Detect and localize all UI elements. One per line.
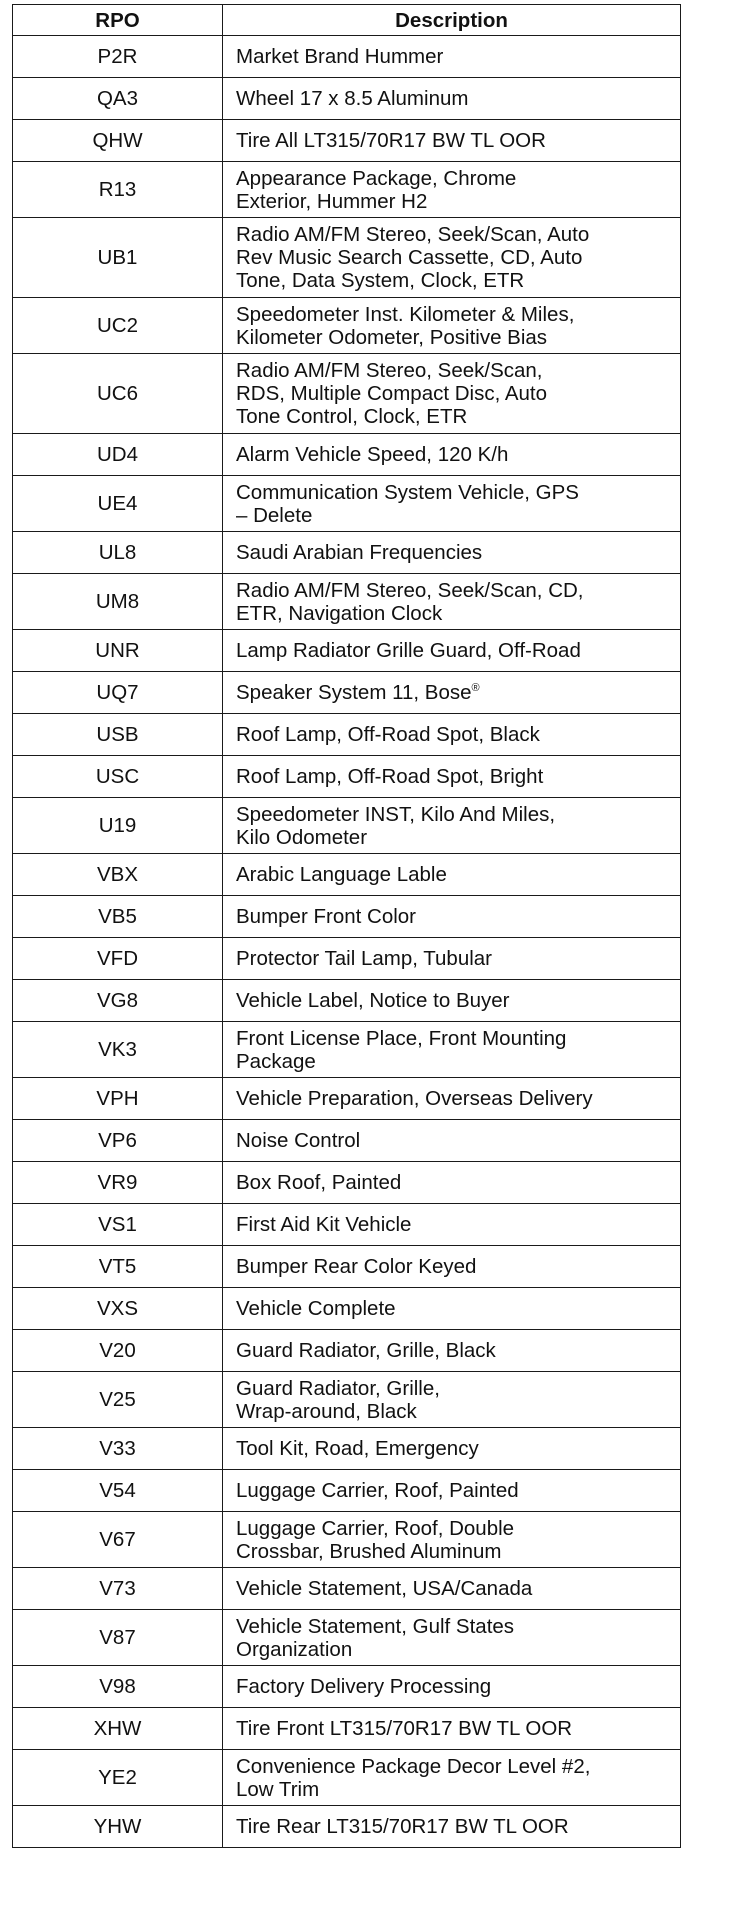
- rpo-code-cell: UB1: [13, 218, 223, 298]
- description-text: Roof Lamp, Off-Road Spot, Black: [236, 723, 540, 746]
- description-column-header: Description: [223, 5, 681, 36]
- description-text: Organization: [236, 1637, 353, 1661]
- description-cell: [223, 630, 681, 672]
- table-row: [13, 1372, 681, 1428]
- table-row: [13, 714, 681, 756]
- description-line: [236, 1479, 672, 1502]
- table-row: [13, 1330, 681, 1372]
- description-text: Appearance Package, Chrome: [236, 166, 517, 190]
- description-text: Rev Music Search Cassette, CD, Auto: [236, 246, 583, 269]
- table-row: [13, 896, 681, 938]
- description-text: Kilometer Odometer, Positive Bias: [236, 325, 548, 349]
- description-text: Vehicle Label, Notice to Buyer: [236, 989, 510, 1012]
- description-cell: [223, 434, 681, 476]
- rpo-code-cell: UC6: [13, 354, 223, 434]
- rpo-code-cell: XHW: [13, 1708, 223, 1750]
- description-text: Arabic Language Lable: [236, 863, 447, 886]
- description-text: Front License Place, Front Mounting: [236, 1026, 567, 1050]
- description-cell: [223, 798, 681, 854]
- description-line: [236, 1717, 672, 1740]
- table-row: [13, 1428, 681, 1470]
- table-row: [13, 120, 681, 162]
- rpo-code-cell: VPH: [13, 1078, 223, 1120]
- rpo-code-cell: V20: [13, 1330, 223, 1372]
- table-row: [13, 798, 681, 854]
- description-line: [236, 1129, 672, 1152]
- table-row: [13, 938, 681, 980]
- rpo-code-cell: VBX: [13, 854, 223, 896]
- rpo-code-cell: VS1: [13, 1204, 223, 1246]
- description-text: Exterior, Hummer H2: [236, 189, 428, 213]
- description-line: [236, 1255, 672, 1278]
- description-text: Crossbar, Brushed Aluminum: [236, 1539, 502, 1563]
- table-row: [13, 78, 681, 120]
- rpo-code-cell: UNR: [13, 630, 223, 672]
- table-row: [13, 980, 681, 1022]
- description-cell: [223, 574, 681, 630]
- description-cell: [223, 1666, 681, 1708]
- description-text: Market Brand Hummer: [236, 45, 444, 68]
- description-cell: [223, 714, 681, 756]
- description-text: Roof Lamp, Off-Road Spot, Bright: [236, 765, 544, 788]
- description-text: Guard Radiator, Grille,: [236, 1376, 440, 1400]
- description-line: [236, 1540, 672, 1563]
- description-line: [236, 1615, 672, 1638]
- rpo-code-cell: YHW: [13, 1806, 223, 1848]
- description-text: Box Roof, Painted: [236, 1171, 402, 1194]
- description-cell: [223, 1750, 681, 1806]
- table-row: [13, 162, 681, 218]
- description-line: [236, 765, 672, 788]
- description-line: [236, 863, 672, 886]
- description-text: Radio AM/FM Stereo, Seek/Scan,: [236, 359, 543, 382]
- description-text: Saudi Arabian Frequencies: [236, 541, 483, 564]
- rpo-code-cell: UQ7: [13, 672, 223, 714]
- rpo-code-cell: P2R: [13, 36, 223, 78]
- description-line: [236, 303, 672, 326]
- description-line: [236, 167, 672, 190]
- description-line: [236, 541, 672, 564]
- table-row: [13, 1470, 681, 1512]
- description-text: Speedometer INST, Kilo And Miles,: [236, 802, 556, 826]
- rpo-code-cell: V33: [13, 1428, 223, 1470]
- description-line: [236, 639, 672, 662]
- description-text: Wheel 17 x 8.5 Aluminum: [236, 87, 469, 110]
- table-row: [13, 1246, 681, 1288]
- description-text: Vehicle Statement, USA/Canada: [236, 1577, 533, 1600]
- description-cell: [223, 1428, 681, 1470]
- description-cell: [223, 1806, 681, 1848]
- rpo-code-cell: V67: [13, 1512, 223, 1568]
- description-cell: [223, 162, 681, 218]
- description-text: Vehicle Preparation, Overseas Delivery: [236, 1087, 593, 1110]
- rpo-code-cell: UD4: [13, 434, 223, 476]
- description-text: Radio AM/FM Stereo, Seek/Scan, Auto: [236, 223, 590, 246]
- table-row: [13, 854, 681, 896]
- rpo-code-cell: YE2: [13, 1750, 223, 1806]
- rpo-code-cell: VG8: [13, 980, 223, 1022]
- table-row: [13, 298, 681, 354]
- rpo-column-header: RPO: [13, 5, 223, 36]
- description-cell: [223, 1162, 681, 1204]
- rpo-code-cell: VP6: [13, 1120, 223, 1162]
- table-row: [13, 574, 681, 630]
- description-cell: [223, 1022, 681, 1078]
- description-cell: [223, 1246, 681, 1288]
- description-line: [236, 1297, 672, 1320]
- description-line: [236, 1755, 672, 1778]
- description-text: Vehicle Statement, Gulf States: [236, 1614, 515, 1638]
- rpo-code-cell: UL8: [13, 532, 223, 574]
- description-line: [236, 45, 672, 68]
- description-text: Protector Tail Lamp, Tubular: [236, 947, 492, 970]
- table-row: [13, 1512, 681, 1568]
- description-cell: [223, 1610, 681, 1666]
- description-cell: [223, 476, 681, 532]
- description-line: [236, 826, 672, 849]
- description-cell: [223, 1120, 681, 1162]
- description-text: Vehicle Complete: [236, 1297, 396, 1320]
- table-row: [13, 476, 681, 532]
- description-text: RDS, Multiple Compact Disc, Auto: [236, 382, 548, 405]
- description-line: [236, 1815, 672, 1838]
- table-row: [13, 354, 681, 434]
- rpo-code-cell: VFD: [13, 938, 223, 980]
- table-row: [13, 1120, 681, 1162]
- description-line: [236, 1339, 672, 1362]
- description-text: Tire All LT315/70R17 BW TL OOR: [236, 129, 546, 152]
- description-cell: [223, 672, 681, 714]
- description-line: [236, 1027, 672, 1050]
- header-row: [13, 5, 681, 36]
- description-cell: [223, 1512, 681, 1568]
- description-cell: [223, 1708, 681, 1750]
- description-line: [236, 359, 672, 382]
- description-cell: [223, 1078, 681, 1120]
- description-line: [236, 87, 672, 110]
- table-row: [13, 532, 681, 574]
- description-line: [236, 443, 672, 466]
- rpo-code-cell: UM8: [13, 574, 223, 630]
- description-text: Radio AM/FM Stereo, Seek/Scan, CD,: [236, 578, 584, 602]
- table-row: [13, 1806, 681, 1848]
- rpo-code-cell: R13: [13, 162, 223, 218]
- description-cell: [223, 78, 681, 120]
- description-cell: [223, 980, 681, 1022]
- description-line: [236, 1638, 672, 1661]
- description-line: [236, 1087, 672, 1110]
- table-row: [13, 630, 681, 672]
- rpo-code-cell: VT5: [13, 1246, 223, 1288]
- description-line: [236, 602, 672, 625]
- table-row: [13, 218, 681, 298]
- rpo-code-cell: V25: [13, 1372, 223, 1428]
- description-text: Tone Control, Clock, ETR: [236, 405, 468, 428]
- description-line: [236, 1050, 672, 1073]
- description-text: Bumper Front Color: [236, 905, 417, 928]
- description-line: [236, 989, 672, 1012]
- rpo-code-cell: VB5: [13, 896, 223, 938]
- table-row: [13, 1078, 681, 1120]
- description-text: Tool Kit, Road, Emergency: [236, 1437, 479, 1460]
- description-text: Convenience Package Decor Level #2,: [236, 1754, 591, 1778]
- description-line: [236, 681, 672, 704]
- description-cell: [223, 1470, 681, 1512]
- rpo-code-cell: V87: [13, 1610, 223, 1666]
- rpo-code-cell: UE4: [13, 476, 223, 532]
- description-text: Luggage Carrier, Roof, Double: [236, 1516, 515, 1540]
- description-line: [236, 269, 672, 292]
- description-line: [236, 190, 672, 213]
- rpo-code-cell: V98: [13, 1666, 223, 1708]
- description-text: Tone, Data System, Clock, ETR: [236, 269, 525, 292]
- rpo-code-cell: USB: [13, 714, 223, 756]
- description-line: [236, 1377, 672, 1400]
- description-line: [236, 1517, 672, 1540]
- description-line: [236, 803, 672, 826]
- description-text: Speaker System 11, Bose: [236, 681, 472, 704]
- table-row: [13, 1288, 681, 1330]
- table-row: [13, 434, 681, 476]
- description-line: [236, 1675, 672, 1698]
- description-cell: [223, 896, 681, 938]
- description-cell: [223, 120, 681, 162]
- description-cell: [223, 218, 681, 298]
- rpo-code-cell: QA3: [13, 78, 223, 120]
- description-text: – Delete: [236, 503, 313, 527]
- description-text: Luggage Carrier, Roof, Painted: [236, 1479, 519, 1502]
- description-text: Lamp Radiator Grille Guard, Off-Road: [236, 639, 581, 662]
- table-row: [13, 1666, 681, 1708]
- table-row: [13, 1750, 681, 1806]
- description-line: [236, 481, 672, 504]
- description-line: [236, 579, 672, 602]
- description-line: [236, 504, 672, 527]
- description-cell: [223, 532, 681, 574]
- description-text: Low Trim: [236, 1777, 320, 1801]
- rpo-sheet: [12, 4, 680, 1848]
- table-row: [13, 756, 681, 798]
- description-line: [236, 1213, 672, 1236]
- description-cell: [223, 854, 681, 896]
- table-row: [13, 36, 681, 78]
- description-cell: [223, 1568, 681, 1610]
- rpo-table-body: [13, 36, 681, 1848]
- description-text: Alarm Vehicle Speed, 120 K/h: [236, 443, 509, 466]
- description-text: Communication System Vehicle, GPS: [236, 480, 579, 504]
- description-text: Noise Control: [236, 1129, 361, 1152]
- description-cell: [223, 938, 681, 980]
- description-line: [236, 129, 672, 152]
- description-text: Factory Delivery Processing: [236, 1675, 492, 1698]
- table-row: [13, 1568, 681, 1610]
- registered-mark: ®: [471, 682, 480, 695]
- description-text: Kilo Odometer: [236, 825, 368, 849]
- description-text: Tire Rear LT315/70R17 BW TL OOR: [236, 1815, 569, 1838]
- description-line: [236, 326, 672, 349]
- table-row: [13, 1610, 681, 1666]
- description-text: Bumper Rear Color Keyed: [236, 1255, 477, 1278]
- rpo-code-cell: V73: [13, 1568, 223, 1610]
- description-line: [236, 905, 672, 928]
- description-text: Tire Front LT315/70R17 BW TL OOR: [236, 1717, 573, 1740]
- description-cell: [223, 756, 681, 798]
- description-text: Speedometer Inst. Kilometer & Miles,: [236, 302, 575, 326]
- rpo-code-cell: VR9: [13, 1162, 223, 1204]
- rpo-table: [12, 4, 681, 1848]
- description-cell: [223, 298, 681, 354]
- description-cell: [223, 36, 681, 78]
- description-cell: [223, 1288, 681, 1330]
- description-line: [236, 405, 672, 428]
- description-line: [236, 947, 672, 970]
- rpo-code-cell: U19: [13, 798, 223, 854]
- table-row: [13, 1708, 681, 1750]
- description-text: First Aid Kit Vehicle: [236, 1213, 412, 1236]
- rpo-code-cell: USC: [13, 756, 223, 798]
- description-text: ETR, Navigation Clock: [236, 601, 443, 625]
- rpo-code-cell: UC2: [13, 298, 223, 354]
- description-line: [236, 223, 672, 246]
- table-row: [13, 1162, 681, 1204]
- description-line: [236, 382, 672, 405]
- description-line: [236, 1778, 672, 1801]
- rpo-code-cell: V54: [13, 1470, 223, 1512]
- description-line: [236, 723, 672, 746]
- description-cell: [223, 1330, 681, 1372]
- description-cell: [223, 1204, 681, 1246]
- description-line: [236, 1437, 672, 1460]
- table-row: [13, 672, 681, 714]
- description-text: Wrap-around, Black: [236, 1399, 417, 1423]
- rpo-code-cell: VK3: [13, 1022, 223, 1078]
- description-cell: [223, 1372, 681, 1428]
- description-line: [236, 1400, 672, 1423]
- description-line: [236, 1577, 672, 1600]
- description-cell: [223, 354, 681, 434]
- description-text: Package: [236, 1049, 316, 1073]
- description-line: [236, 1171, 672, 1194]
- table-row: [13, 1022, 681, 1078]
- description-text: Guard Radiator, Grille, Black: [236, 1339, 496, 1362]
- table-row: [13, 1204, 681, 1246]
- rpo-code-cell: QHW: [13, 120, 223, 162]
- rpo-code-cell: VXS: [13, 1288, 223, 1330]
- description-line: [236, 246, 672, 269]
